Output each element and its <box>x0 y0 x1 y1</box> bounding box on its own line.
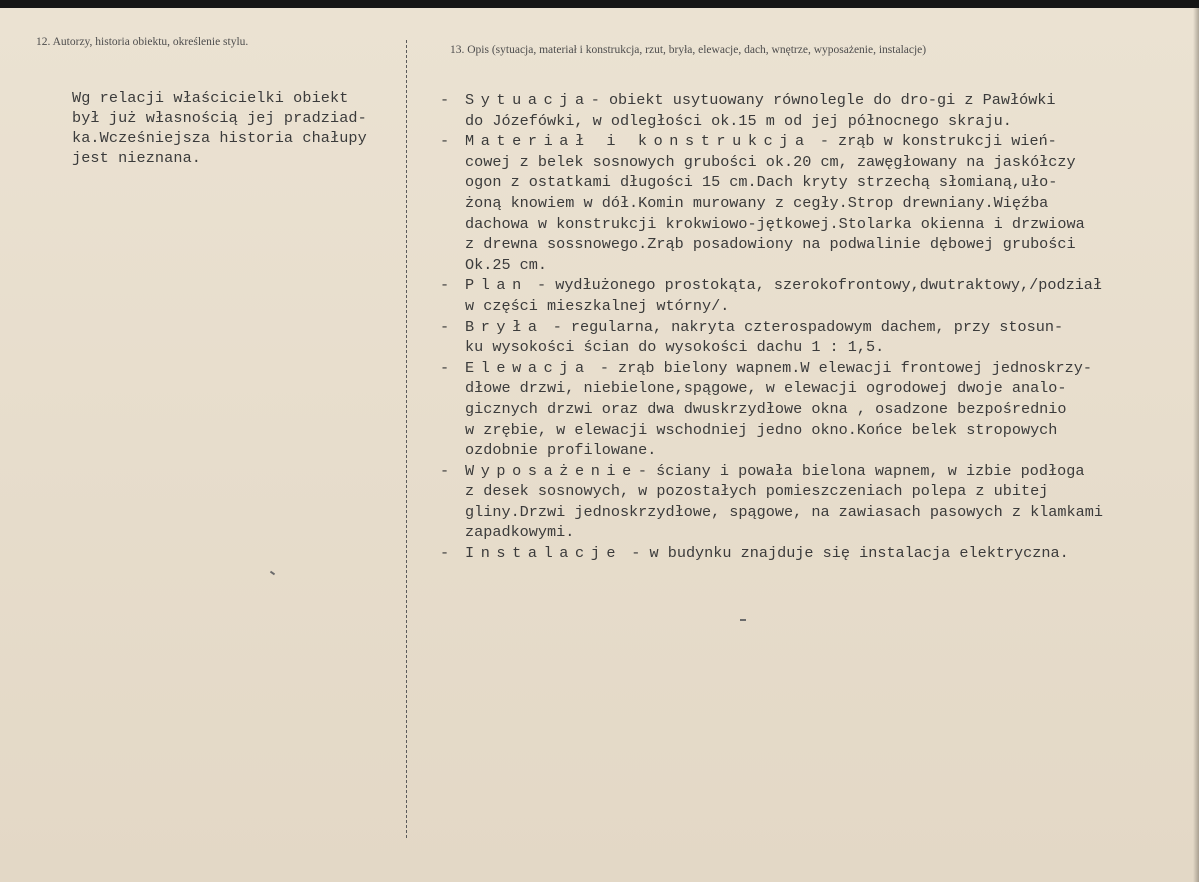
item-line: do Józefówki, w odległości ok.15 m od jej północnego skraju. <box>465 111 1012 130</box>
description-item-instalacje <box>440 543 1180 564</box>
item-first-text: - ściany i powała bielona wapnem, w izbie podłoga <box>637 461 1085 480</box>
history-line: jest nieznana. <box>72 149 201 167</box>
item-line: ku wysokości ścian do wysokości dachu 1 : 1,5. <box>465 338 885 357</box>
item-line: dachowa w konstrukcji krokwiowo-jętkowej.Stolarka okienna i drzwiowa <box>465 214 1085 233</box>
item-first-line <box>465 317 1180 338</box>
item-first-line <box>465 358 1180 379</box>
item-term: Instalacje <box>465 544 623 563</box>
item-line: z drewna sossnowego.Zrąb posadowiony na podwalinie dębowej grubości <box>465 235 1076 254</box>
section-12-header: 12. Autorzy, historia obiektu, określenie stylu. <box>36 36 249 48</box>
item-first-text: - obiekt usytuowany równolegle do dro-gi z Pawłówki <box>590 91 1056 109</box>
item-line: ogon z ostatkami długości 15 cm.Dach kryty strzechą słomianą,uło- <box>465 173 1058 192</box>
item-first-line <box>465 543 1180 564</box>
list-dash: - <box>440 317 450 336</box>
item-term: Plan <box>465 276 528 295</box>
item-line: dłowe drzwi, niebielone,spągowe, w elewacji ogrodowej dwoje analo- <box>465 379 1067 398</box>
description-item-elewacja <box>440 358 1180 461</box>
item-term: Sytuacja <box>465 91 591 109</box>
list-dash: - <box>440 91 450 109</box>
description-item-wyposazenie <box>440 461 1180 543</box>
item-line: cowej z belek sosnowych grubości ok.20 cm, zawęgłowany na jaskółczy <box>465 152 1076 171</box>
column-divider <box>406 40 407 838</box>
item-term: Bryła <box>465 317 544 336</box>
item-line: żoną knowiem w dół.Komin murowany z cegły.Strop drewniany.Więźba <box>465 193 1049 212</box>
item-line: w zrębie, w elewacji wschodniej jedno okno.Końce belek stropowych <box>465 420 1058 439</box>
history-text <box>72 88 402 168</box>
description-item-material <box>440 131 1180 275</box>
item-first-line <box>465 275 1180 296</box>
item-first-line <box>465 90 1180 111</box>
item-first-text: - zrąb w konstrukcji wień- <box>810 132 1057 151</box>
list-dash: - <box>440 358 450 377</box>
item-line: zapadkowymi. <box>465 523 575 542</box>
item-line: gicznych drzwi oraz dwa dwuskrzydłowe okna , osadzone bezpośrednio <box>465 399 1067 418</box>
paper-speck <box>740 619 746 621</box>
section-13-header: 13. Opis (sytuacja, materiał i konstrukcja, rzut, bryła, elewacje, dach, wnętrze, wyposażenie, instalacje) <box>450 44 927 56</box>
item-line: ozdobnie profilowane. <box>465 441 657 460</box>
item-line: z desek sosnowych, w pozostałych pomieszczeniach polepa z ubitej <box>465 482 1049 501</box>
item-first-text: - zrąb bielony wapnem.W elewacji frontowej jednoskrzy- <box>590 358 1092 377</box>
history-line: był już własnością jej pradziad- <box>72 109 367 127</box>
description-item-plan <box>440 275 1180 316</box>
list-dash: - <box>440 132 450 151</box>
item-first-line <box>465 461 1180 482</box>
description-item-bryla <box>440 317 1180 358</box>
history-line: Wg relacji właścicielki obiekt <box>72 89 349 107</box>
list-dash: - <box>440 544 450 563</box>
item-line: w części mieszkalnej wtórny/. <box>465 296 730 315</box>
item-first-text: - w budynku znajduje się instalacja elektryczna. <box>622 544 1069 563</box>
item-term: Wyposażenie <box>465 461 638 480</box>
item-line: gliny.Drzwi jednoskrzydłowe, spągowe, na zawiasach pasowych z klamkami <box>465 502 1103 521</box>
scan-top-border <box>0 0 1199 8</box>
item-first-text: - regularna, nakryta czterospadowym dachem, przy stosun- <box>543 317 1064 336</box>
item-term: Materiał i konstrukcja <box>465 132 811 151</box>
list-dash: - <box>440 461 450 480</box>
item-first-text: - wydłużonego prostokąta, szerokofrontowy,dwutraktowy,/podział <box>527 276 1103 295</box>
description-list <box>440 90 1180 564</box>
item-term: Elewacja <box>465 358 591 377</box>
history-line: ka.Wcześniejsza historia chałupy <box>72 129 367 147</box>
list-dash: - <box>440 276 450 295</box>
description-item-sytuacja <box>440 90 1180 131</box>
scan-right-edge <box>1193 8 1199 882</box>
item-line: Ok.25 cm. <box>465 255 548 274</box>
item-first-line <box>465 131 1180 152</box>
